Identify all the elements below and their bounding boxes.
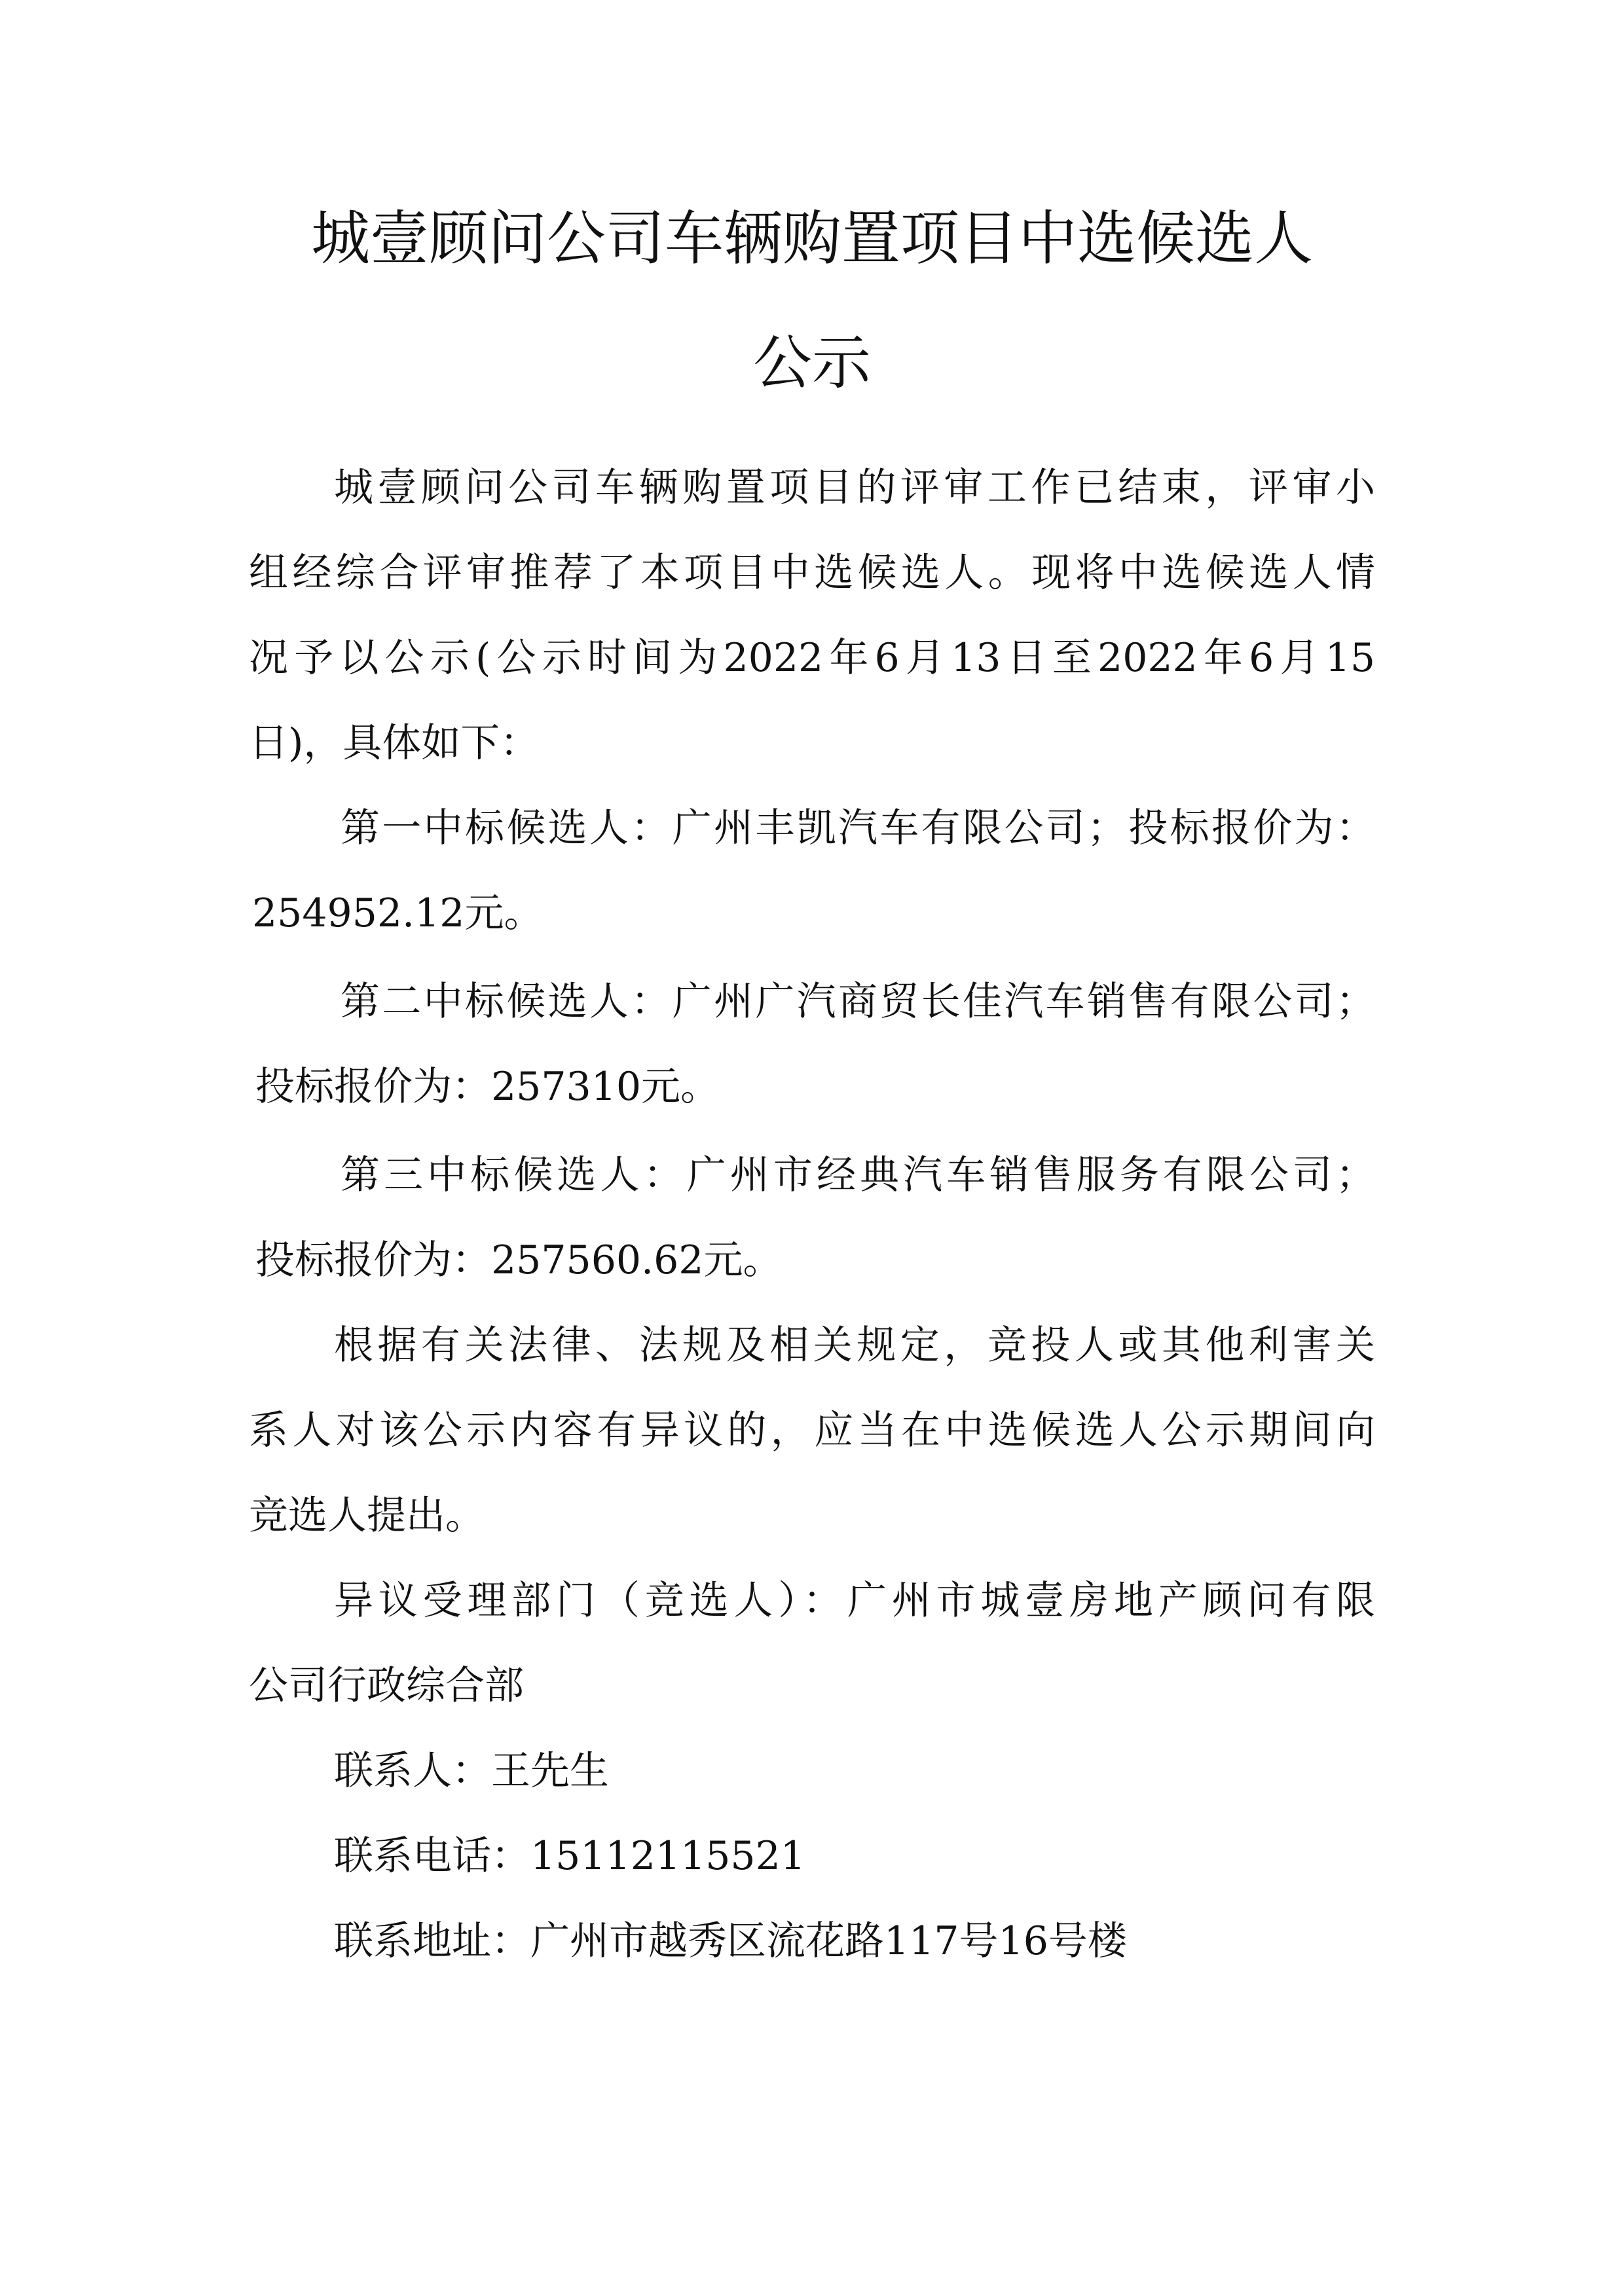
candidate-3-line-2: 投标报价为：257560.62元。 (255, 1237, 783, 1283)
candidate-2-line-2: 投标报价为：257310元。 (255, 1064, 720, 1110)
contact-person: 联系人：王先生 (334, 1748, 609, 1794)
department-line-1: 异议受理部门（竞选人）：广州市城壹房地产顾问有限 (334, 1578, 1375, 1624)
intro-line-4: 日)，具体如下： (249, 720, 540, 766)
candidate-3-line-1: 第三中标候选人：广州市经典汽车销售服务有限公司； (341, 1152, 1375, 1198)
candidate-1-line-1: 第一中标候选人：广州丰凯汽车有限公司；投标报价为： (341, 805, 1375, 851)
objection-line-1: 根据有关法律、法规及相关规定，竞投人或其他利害关 (334, 1322, 1375, 1368)
contact-phone: 联系电话：15112115521 (334, 1833, 805, 1879)
intro-line-2: 组经综合评审推荐了本项目中选候选人。现将中选候选人情 (249, 550, 1375, 596)
objection-line-3: 竞选人提出。 (249, 1493, 485, 1539)
objection-line-2: 系人对该公示内容有异议的，应当在中选候选人公示期间向 (249, 1408, 1375, 1453)
contact-address: 联系地址：广州市越秀区流花路117号16号楼 (334, 1918, 1127, 1964)
title-line-1: 城壹顾问公司车辆购置项目中选候选人 (311, 204, 1313, 273)
intro-line-1: 城壹顾问公司车辆购置项目的评审工作已结束，评审小 (334, 465, 1375, 511)
candidate-1-line-2: 254952.12元。 (252, 890, 544, 936)
intro-line-3: 况予以公示(公示时间为2022年6月13日至2022年6月15 (249, 635, 1375, 681)
title-line-2: 公示 (753, 329, 871, 397)
candidate-2-line-1: 第二中标候选人：广州广汽商贸长佳汽车销售有限公司； (341, 979, 1375, 1025)
department-line-2: 公司行政综合部 (249, 1663, 524, 1709)
